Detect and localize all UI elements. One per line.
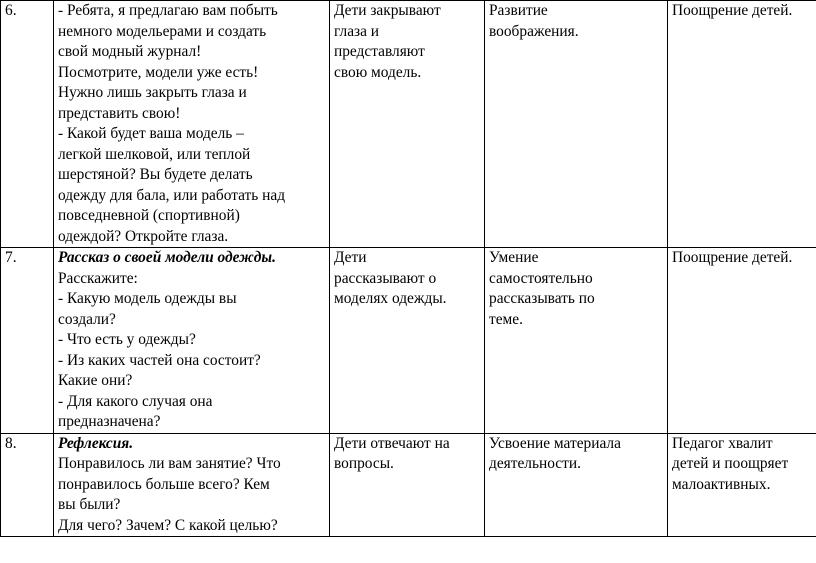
content-line: - Какую модель одежды вы [58,290,237,307]
children-line: рассказывают о [334,269,437,287]
result-line: рассказывать по [489,290,595,307]
table-row [1,1,816,248]
activity-content-cell [54,1,330,248]
content-line: легкой шелковой, или теплой [58,145,251,163]
content-line: Нужно лишь закрыть глаза и [58,84,247,101]
result-line: самостоятельно [489,269,593,287]
content-line: Посмотрите, модели уже есть! [58,63,259,81]
teacher-line: Педагог хвалит [672,434,773,452]
content-line: понравилось больше всего? Кем [58,475,270,493]
expected-result-cell [485,248,668,434]
result-line: Усвоение материала [489,434,621,452]
content-line: немного модельерами и создать [58,22,267,40]
result-line: деятельности. [489,455,581,472]
result-line: теме. [489,310,523,328]
content-line: представить свою! [58,104,181,122]
content-line: Для чего? Зачем? С какой целью? [58,516,278,534]
content-line: предназначена? [58,413,161,430]
content-line: создали? [58,310,116,328]
table-row [1,433,816,537]
children-activity-cell [330,248,485,434]
row-number: 8. [5,434,17,452]
activity-content-cell [54,433,330,537]
expected-result-cell [485,1,668,248]
teacher-line: Поощрение детей. [672,249,793,266]
children-line: Дети отвечают на [334,434,450,452]
children-line: моделях одежды. [334,290,447,307]
content-line: - Ребята, я предлагаю вам побыть [58,2,278,19]
content-line: вы были? [58,496,121,513]
result-line: Умение [489,249,539,266]
content-line: Понравилось ли вам занятие? Что [58,455,281,472]
section-heading: Рассказ о своей модели одежды. [58,249,276,266]
row-number: 6. [5,2,17,19]
content-line: - Какой будет ваша модель – [58,125,244,142]
teacher-line: Поощрение детей. [672,2,793,19]
section-heading: Рефлексия. [58,434,134,452]
row-number-cell [1,248,54,434]
children-activity-cell [330,1,485,248]
teacher-line: малоактивных. [672,475,771,493]
content-line: - Для какого случая она [58,392,213,410]
children-activity-cell [330,433,485,537]
content-line: - Что есть у одежды? [58,331,196,348]
children-line: вопросы. [334,455,394,472]
row-number-cell [1,433,54,537]
activity-content-cell [54,248,330,434]
content-line: - Из каких частей она состоит? [58,351,261,369]
children-line: представляют [334,43,425,60]
expected-result-cell [485,433,668,537]
content-line: одеждой? Откройте глаза. [58,227,229,245]
children-line: Дети закрывают [334,2,441,19]
content-line: Расскажите: [58,269,138,287]
content-line: свой модный журнал! [58,43,202,60]
row-number-cell [1,1,54,248]
teacher-action-cell [668,433,816,537]
teacher-action-cell [668,248,816,434]
row-number: 7. [5,249,17,266]
children-line: свою модель. [334,63,422,81]
children-line: глаза и [334,22,380,40]
teacher-line: детей и поощряет [672,455,789,472]
content-line: одежду для бала, или работать над [58,186,286,204]
content-line: шерстяной? Вы будете делать [58,166,253,183]
table-row [1,248,816,434]
teacher-action-cell [668,1,816,248]
children-line: Дети [334,249,367,266]
content-line: повседневной (спортивной) [58,207,240,224]
result-line: Развитие [489,2,548,19]
result-line: воображения. [489,22,579,40]
content-line: Какие они? [58,372,133,389]
